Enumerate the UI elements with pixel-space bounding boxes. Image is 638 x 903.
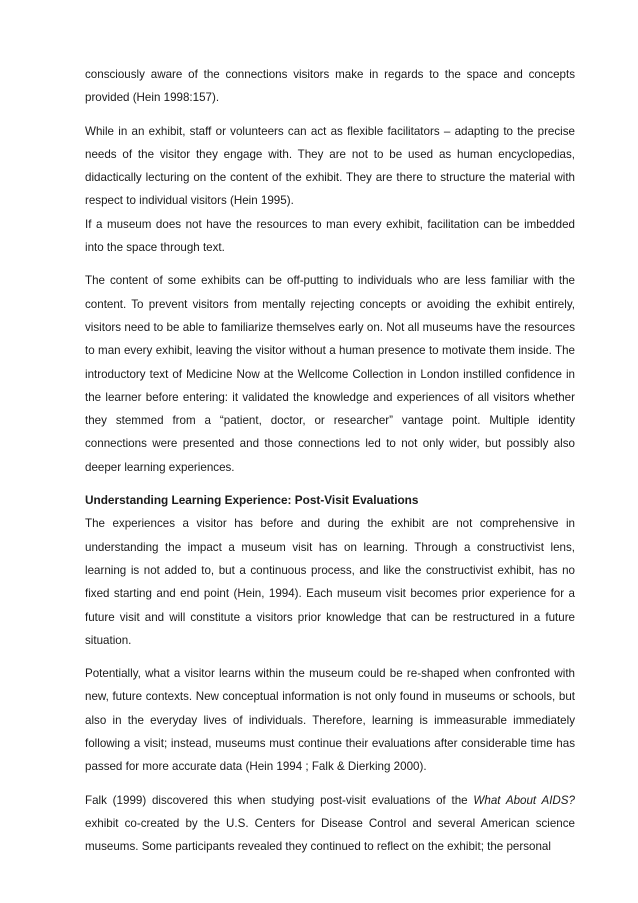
section-heading: Understanding Learning Experience: Post-Visit Evaluations — [85, 493, 419, 508]
paragraph-constructivist: The experiences a visitor has before and during the exhibit are not comprehensive in understanding the impact a museum visit has on learning. Through a constructivist lens, learning is not added to, but a continuous process, and like the constructivist exhibit, has no fixed starting and end point (Hein, 1994). Each museum visit becomes prior experience for a future visit and will constitute a visitors prior knowledge that can be restructured in a future situation. — [85, 517, 575, 647]
exhibit-title-italic: What About AIDS? — [473, 793, 575, 807]
paragraph-falk-1999 — [85, 789, 575, 859]
paragraph-hein-1998: consciously aware of the connections visitors make in regards to the space and concepts provided (Hein 1998:157). — [85, 68, 575, 105]
paragraph-facilitators: While in an exhibit, staff or volunteers can act as flexible facilitators – adapting to the precise needs of the visitor they engage with. They are not to be used as human encyclopedias, didactically lecturing on the content of the exhibit. They are there to structure the material with respect to individual visitors (Hein 1995). — [85, 124, 575, 208]
paragraph-future-contexts: Potentially, what a visitor learns within the museum could be re-shaped when confronted with new, future contexts. New conceptual information is not only found in museums or schools, but also in the everyday lives of individuals. Therefore, learning is immeasurable immediately following a visit; instead, museums must continue their evaluations after considerable time has passed for more accurate data (Hein 1994 ; Falk & Dierking 2000). — [85, 667, 575, 774]
paragraph-introductory-text: The content of some exhibits can be off-putting to individuals who are less familiar with the content. To prevent visitors from mentally rejecting concepts or avoiding the exhibit entirely, visitors need to be able to familiarize themselves early on. Not all museums have the resources to man every exhibit, leaving the visitor without a human presence to motivate them inside. The introductory text of Medicine Now at the Wellcome Collection in London instilled confidence in the learner before entering: it validated the knowledge and experiences of all visitors whether they stemmed from a “patient, doctor, or researcher” vantage point. Multiple identity connections were presented and those connections led to not only wider, but possibly also deeper learning experiences. — [85, 274, 575, 474]
paragraph-facilitation-text: If a museum does not have the resources to man every exhibit, facilitation can be imbedded into the space through text. — [85, 217, 575, 255]
document-page — [85, 63, 575, 859]
falk-text-start: Falk (1999) discovered this when studying post-visit evaluations of the — [85, 793, 474, 807]
falk-text-end: exhibit co-created by the U.S. Centers for Disease Control and several American science museums. Some participants revealed they continued to reflect on the exhibit; the personal — [85, 816, 575, 854]
